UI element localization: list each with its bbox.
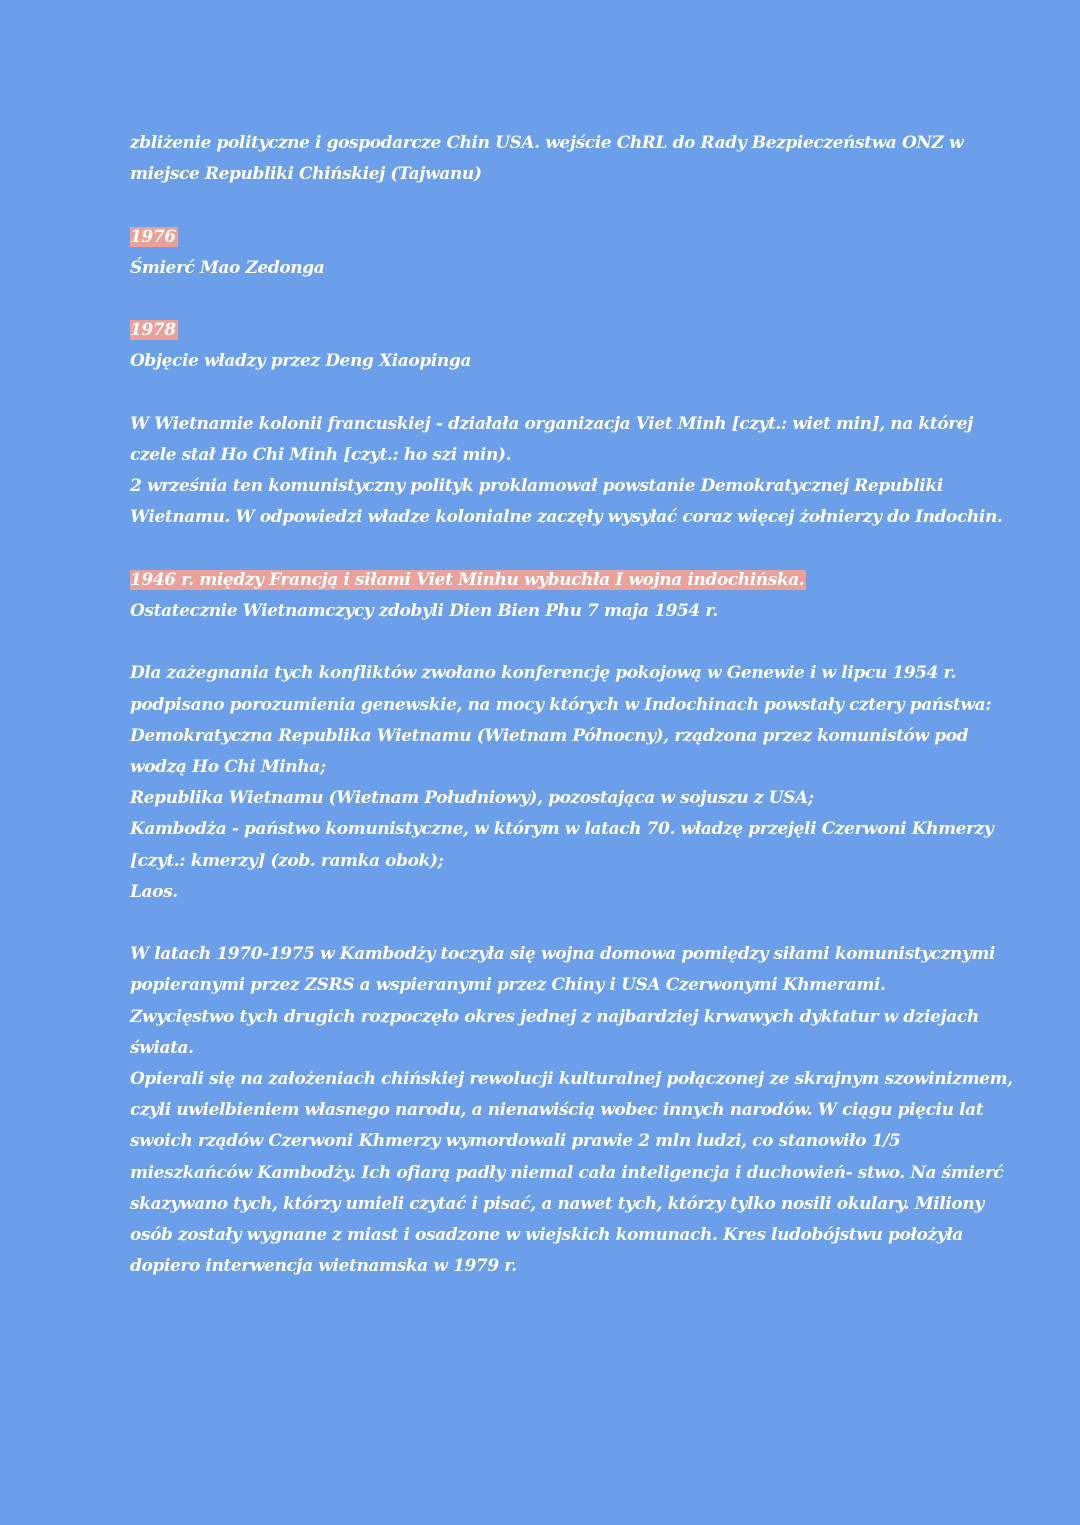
text-line: popieranymi przez ZSRS a wspieranymi przez Chiny i USA Czerwonymi Khmerami.: [130, 975, 886, 996]
text-line: mieszkańców Kambodży. Ich ofiarą padły niemal cała inteligencja i duchowień- stwo. Na śmierć: [130, 1162, 1004, 1183]
text-line: [czyt.: kmerzy] (zob. ramka obok);: [130, 850, 444, 871]
text-line: zbliżenie polityczne i gospodarcze Chin USA. wejście ChRL do Rady Bezpieczeństwa ONZ w: [130, 133, 964, 153]
text-line: Zwycięstwo tych drugich rozpoczęło okres jednej z najbardziej krwawych dyktatur w dziejach: [130, 1006, 979, 1027]
text-line: Laos.: [130, 881, 178, 902]
paragraph-khmer-rouge: [130, 939, 1013, 1282]
text-line: W Wietnamie kolonii francuskiej - działała organizacja Viet Minh [czyt.: wiet min], na której: [130, 413, 973, 434]
year-highlight: 1978: [130, 320, 176, 341]
paragraph-geneva: [130, 658, 994, 908]
text-line: Opierali się na założeniach chińskiej rewolucji kulturalnej połączonej ze skrajnym szowinizmem,: [130, 1069, 1013, 1089]
text-line: Demokratyczna Republika Wietnamu (Wietnam Północny), rządzona przez komunistów pod: [130, 725, 969, 746]
year-highlight: 1976: [130, 226, 176, 247]
text-line: dopiero interwencja wietnamska w 1979 r.: [130, 1256, 517, 1277]
entry-1978: [130, 315, 960, 377]
highlight-line: [130, 565, 960, 596]
document-page: [130, 128, 1013, 1314]
text-line: Kambodża - państwo komunistyczne, w którym w latach 70. władzę przejęli Czerwoni Khmerzy: [130, 819, 994, 840]
war-highlight: 1946 r. między Francją i siłami Viet Minhu wybuchła I wojna indochińska.: [130, 569, 805, 590]
text-line: Wietnamu. W odpowiedzi władze kolonialne zaczęły wysyłać coraz więcej żołnierzy do Indochin.: [130, 507, 1003, 528]
year-line: [130, 222, 960, 253]
text-line: miejsce Republiki Chińskiej (Tajwanu): [130, 164, 482, 185]
paragraph-china-usa: [130, 128, 964, 190]
text-line: W latach 1970-1975 w Kambodży toczyła się wojna domowa pomiędzy siłami komunistycznymi: [130, 944, 995, 965]
text-line: podpisano porozumienia genewskie, na mocy których w Indochinach powstały cztery państwa:: [130, 694, 992, 715]
year-line: [130, 315, 960, 346]
text-line: czyli uwielbieniem własnego narodu, a nienawiścią wobec innych narodów. W ciągu pięciu lat: [130, 1100, 984, 1121]
text-line: swoich rządów Czerwoni Khmerzy wymordowali prawie 2 mln ludzi, co stanowiło 1/5: [130, 1131, 901, 1152]
text-line: skazywano tych, którzy umieli czytać i pisać, a nawet tych, którzy tylko nosili okulary. Miliony: [130, 1193, 984, 1214]
text-line: 2 września ten komunistyczny polityk proklamował powstanie Demokratycznej Republiki: [130, 476, 943, 497]
text-line: Objęcie władzy przez Deng Xiaopinga: [130, 351, 471, 372]
text-line: Śmierć Mao Zedonga: [130, 257, 325, 278]
text-line: czele stał Ho Chi Minh [czyt.: ho szi min).: [130, 444, 512, 465]
text-line: Dla zażegnania tych konfliktów zwołano konferencję pokojową w Genewie i w lipcu 1954 r.: [130, 663, 957, 684]
text-line: świata.: [130, 1037, 194, 1058]
text-line: wodzą Ho Chi Minha;: [130, 756, 326, 777]
text-line: Ostatecznie Wietnamczycy zdobyli Dien Bien Phu 7 maja 1954 r.: [130, 600, 718, 621]
text-line: osób zostały wygnane z miast i osadzone w wiejskich komunach. Kres ludobójstwu położyła: [130, 1225, 963, 1246]
paragraph-indochina-war: [130, 565, 960, 627]
text-line: Republika Wietnamu (Wietnam Południowy), pozostająca w sojuszu z USA;: [130, 788, 814, 809]
paragraph-viet-minh: [130, 409, 1003, 534]
entry-1976: [130, 222, 960, 284]
